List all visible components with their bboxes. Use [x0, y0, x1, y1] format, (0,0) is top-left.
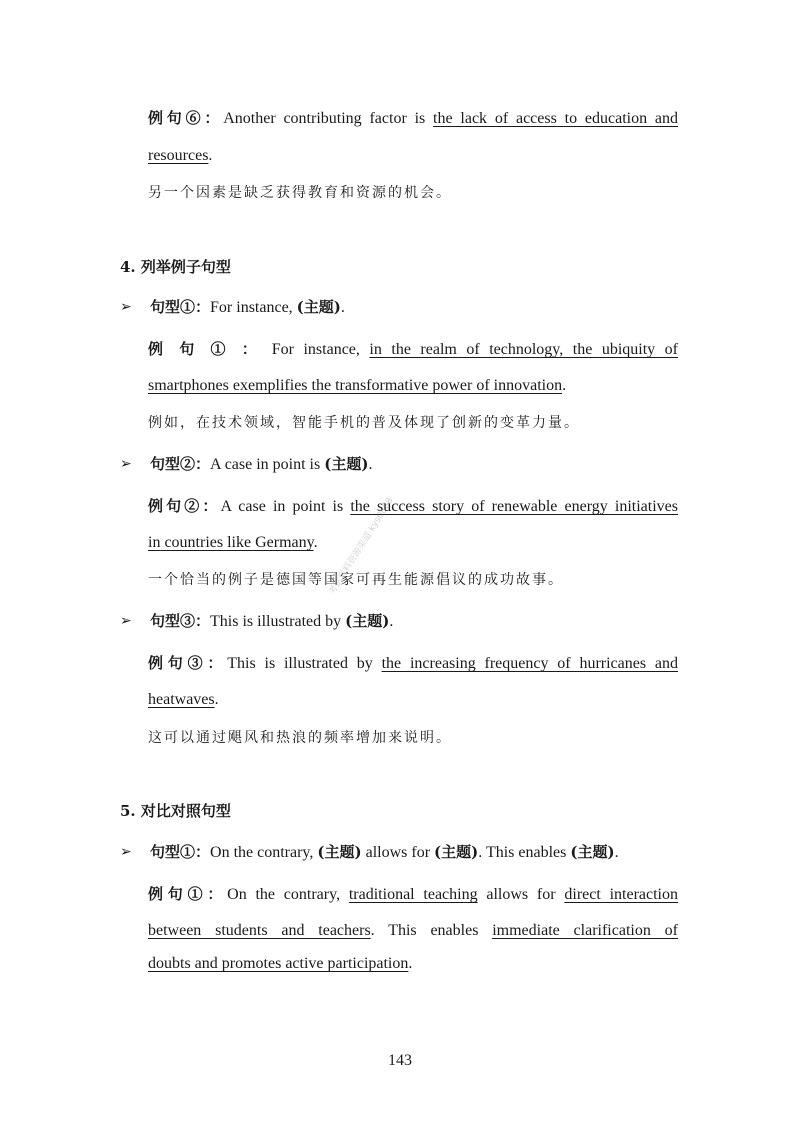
- example-4-2-line-1: [148, 496, 678, 517]
- example-text: For instance,: [271, 341, 370, 358]
- page-number: 143: [388, 1052, 412, 1069]
- example-5-1-line-3: [148, 954, 412, 974]
- example-underline-c1: immediate clarification of: [492, 922, 678, 939]
- example-6-label: 例句⑥：: [148, 109, 224, 127]
- pattern-text: allows for: [361, 844, 435, 861]
- example-period: .: [214, 691, 219, 708]
- example-6-translation: 另一个因素是缺乏获得教育和资源的机会。: [148, 185, 452, 201]
- pattern-text: . This enables: [478, 844, 571, 861]
- pattern-label: 句型①：: [150, 298, 211, 316]
- example-period: .: [562, 377, 567, 394]
- example-4-3-line-1: [148, 653, 678, 674]
- arrow-bullet-icon: ➢: [120, 844, 132, 860]
- example-text: allows for: [477, 886, 565, 903]
- example-underline-b1: direct interaction: [564, 886, 678, 903]
- example-underline-c2: doubts and promotes active participation: [148, 955, 409, 972]
- example-underline-1: the success story of renewable energy initiatives: [350, 498, 678, 515]
- example-label: 例句①：: [148, 885, 228, 903]
- example-period: .: [313, 534, 318, 551]
- example-text: This is illustrated by: [227, 655, 382, 672]
- example-text: On the contrary,: [227, 886, 349, 903]
- pattern-period: .: [614, 844, 619, 861]
- example-label: 例句③：: [148, 654, 228, 672]
- watermark: 考试资料资源渠道 kys0888: [327, 496, 396, 597]
- example-underline-2: in countries like Germany: [148, 534, 314, 551]
- section-5-heading: 5. 对比对照句型: [120, 802, 231, 820]
- arrow-bullet-icon: ➢: [120, 299, 132, 315]
- example-6-line-2: [148, 146, 212, 166]
- arrow-bullet-icon: ➢: [120, 613, 132, 629]
- example-label: 例句②：: [148, 497, 221, 515]
- example-label: 例 句 ① ：: [148, 340, 263, 358]
- example-5-1-line-1: [148, 884, 678, 905]
- example-6-underline-2: resources: [148, 147, 209, 164]
- example-4-1-line-2: [148, 376, 566, 396]
- pattern-4-3: [150, 611, 393, 632]
- pattern-period: .: [340, 299, 345, 316]
- example-underline-1: in the realm of technology, the ubiquity of: [369, 341, 678, 358]
- example-5-1-line-2: [148, 921, 678, 941]
- pattern-topic-tag: (主题): [434, 843, 479, 861]
- example-underline-2: heatwaves: [148, 691, 215, 708]
- pattern-4-1: [150, 297, 345, 318]
- example-4-3-translation: 这可以通过飓风和热浪的频率增加来说明。: [148, 730, 452, 746]
- example-4-1-translation: 例如，在技术领域，智能手机的普及体现了创新的变革力量。: [148, 415, 580, 431]
- example-underline-2: smartphones exemplifies the transformative power of innovation: [148, 377, 563, 394]
- example-4-2-translation: 一个恰当的例子是德国等国家可再生能源倡议的成功故事。: [148, 572, 564, 588]
- example-text: A case in point is: [220, 498, 351, 515]
- pattern-topic-tag: (主题): [317, 843, 362, 861]
- pattern-5-1: [150, 842, 619, 863]
- pattern-label: 句型③：: [150, 612, 211, 630]
- section-4-heading: 4. 列举例子句型: [120, 258, 231, 276]
- pattern-4-2: [150, 454, 372, 475]
- pattern-text: For instance,: [210, 299, 297, 316]
- arrow-bullet-icon: ➢: [120, 456, 132, 472]
- pattern-topic-tag: (主题): [570, 843, 615, 861]
- pattern-period: .: [368, 456, 373, 473]
- example-underline-b2: between students and teachers: [148, 922, 371, 939]
- example-4-2-line-2: [148, 533, 318, 553]
- pattern-topic-tag: (主题): [345, 612, 390, 630]
- pattern-topic-tag: (主题): [296, 298, 341, 316]
- pattern-text: On the contrary,: [210, 844, 318, 861]
- pattern-text: A case in point is: [210, 456, 325, 473]
- example-6-underline-1: the lack of access to education and: [433, 110, 678, 127]
- example-underline-1: the increasing frequency of hurricanes and: [381, 655, 678, 672]
- example-4-1-line-1: [148, 339, 678, 360]
- example-text: . This enables: [370, 922, 493, 939]
- example-6-line-1: [148, 108, 678, 129]
- example-underline-a: traditional teaching: [348, 886, 478, 903]
- pattern-text: This is illustrated by: [210, 613, 346, 630]
- example-period: .: [408, 955, 413, 972]
- pattern-label: 句型①：: [150, 843, 211, 861]
- pattern-period: .: [389, 613, 394, 630]
- example-4-3-line-2: [148, 690, 219, 710]
- pattern-label: 句型②：: [150, 455, 211, 473]
- pattern-topic-tag: (主题): [324, 455, 369, 473]
- example-6-period: .: [208, 147, 213, 164]
- example-6-text: Another contributing factor is: [223, 110, 434, 127]
